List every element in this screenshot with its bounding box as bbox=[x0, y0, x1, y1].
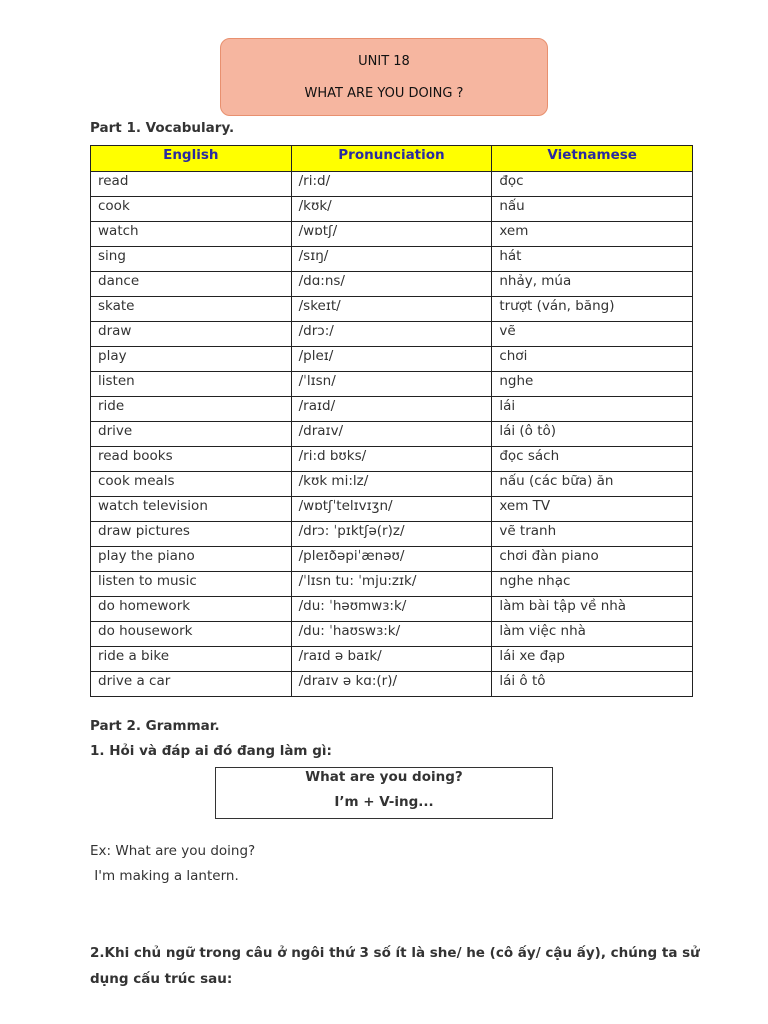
english-cell: drive a car bbox=[91, 672, 292, 697]
vietnamese-cell: lái ô tô bbox=[492, 672, 693, 697]
table-row bbox=[91, 497, 693, 522]
table-row bbox=[91, 547, 693, 572]
table-row bbox=[91, 197, 693, 222]
english-cell: read books bbox=[91, 447, 292, 472]
vietnamese-cell: vẽ bbox=[492, 322, 693, 347]
vietnamese-cell: nghe bbox=[492, 372, 693, 397]
unit-title: WHAT ARE YOU DOING ? bbox=[304, 86, 464, 101]
table-header-row bbox=[91, 146, 693, 172]
table-row bbox=[91, 672, 693, 697]
english-cell: cook bbox=[91, 197, 292, 222]
table-row bbox=[91, 522, 693, 547]
pronunciation-cell: /kʊk mi:lz/ bbox=[291, 472, 492, 497]
pronunciation-cell: /wɒtʃˈtelɪvɪʒn/ bbox=[291, 497, 492, 522]
vietnamese-cell: đọc sách bbox=[492, 447, 693, 472]
english-cell: watch bbox=[91, 222, 292, 247]
table-row bbox=[91, 372, 693, 397]
english-cell: do homework bbox=[91, 597, 292, 622]
section2-text: 2.Khi chủ ngữ trong câu ở ngôi thứ 3 số ít là she/ he (cô ấy/ cậu ấy), chúng ta sử dụng cấu trúc sau: bbox=[90, 945, 700, 987]
section1-heading: 1. Hỏi và đáp ai đó đang làm gì: bbox=[90, 743, 332, 759]
formula-box bbox=[215, 767, 553, 819]
table-row bbox=[91, 347, 693, 372]
english-cell: ride bbox=[91, 397, 292, 422]
pronunciation-cell: /draɪv ə kɑ:(r)/ bbox=[291, 672, 492, 697]
vocabulary-table bbox=[90, 145, 693, 697]
header-vietnamese: Vietnamese bbox=[492, 146, 693, 172]
vietnamese-cell: lái bbox=[492, 397, 693, 422]
english-cell: do housework bbox=[91, 622, 292, 647]
header-pronunciation: Pronunciation bbox=[291, 146, 492, 172]
table-row bbox=[91, 647, 693, 672]
english-cell: ride a bike bbox=[91, 647, 292, 672]
pronunciation-cell: /pleɪðəpiˈænəʊ/ bbox=[291, 547, 492, 572]
table-row bbox=[91, 297, 693, 322]
pronunciation-cell: /raɪd/ bbox=[291, 397, 492, 422]
formula-answer: I’m + V-ing... bbox=[334, 794, 434, 810]
vietnamese-cell: lái (ô tô) bbox=[492, 422, 693, 447]
pronunciation-cell: /drɔ:/ bbox=[291, 322, 492, 347]
table-row bbox=[91, 247, 693, 272]
table-row bbox=[91, 397, 693, 422]
english-cell: play the piano bbox=[91, 547, 292, 572]
vietnamese-cell: trượt (ván, băng) bbox=[492, 297, 693, 322]
pronunciation-cell: /pleɪ/ bbox=[291, 347, 492, 372]
vietnamese-cell: xem bbox=[492, 222, 693, 247]
pronunciation-cell: /ˈlɪsn/ bbox=[291, 372, 492, 397]
table-row bbox=[91, 422, 693, 447]
english-cell: play bbox=[91, 347, 292, 372]
english-cell: watch television bbox=[91, 497, 292, 522]
english-cell: skate bbox=[91, 297, 292, 322]
english-cell: read bbox=[91, 172, 292, 197]
vietnamese-cell: nhảy, múa bbox=[492, 272, 693, 297]
table-row bbox=[91, 597, 693, 622]
pronunciation-cell: /ˈlɪsn tu: ˈmju:zɪk/ bbox=[291, 572, 492, 597]
table-row bbox=[91, 622, 693, 647]
vietnamese-cell: chơi đàn piano bbox=[492, 547, 693, 572]
table-row bbox=[91, 472, 693, 497]
pronunciation-cell: /drɔ: ˈpɪktʃə(r)z/ bbox=[291, 522, 492, 547]
header-english: English bbox=[91, 146, 292, 172]
table-row bbox=[91, 447, 693, 472]
vietnamese-cell: nấu bbox=[492, 197, 693, 222]
pronunciation-cell: /sɪŋ/ bbox=[291, 247, 492, 272]
english-cell: sing bbox=[91, 247, 292, 272]
vietnamese-cell: làm bài tập về nhà bbox=[492, 597, 693, 622]
vietnamese-cell: hát bbox=[492, 247, 693, 272]
vietnamese-cell: xem TV bbox=[492, 497, 693, 522]
english-cell: draw bbox=[91, 322, 292, 347]
example-answer: I'm making a lantern. bbox=[90, 868, 239, 884]
part1-heading: Part 1. Vocabulary. bbox=[90, 120, 235, 136]
pronunciation-cell: /draɪv/ bbox=[291, 422, 492, 447]
english-cell: draw pictures bbox=[91, 522, 292, 547]
table-row bbox=[91, 322, 693, 347]
vietnamese-cell: đọc bbox=[492, 172, 693, 197]
example-question: Ex: What are you doing? bbox=[90, 843, 256, 859]
english-cell: listen to music bbox=[91, 572, 292, 597]
pronunciation-cell: /du: ˈhəʊmwɜ:k/ bbox=[291, 597, 492, 622]
table-row bbox=[91, 272, 693, 297]
table-row bbox=[91, 222, 693, 247]
vietnamese-cell: chơi bbox=[492, 347, 693, 372]
vietnamese-cell: vẽ tranh bbox=[492, 522, 693, 547]
vietnamese-cell: làm việc nhà bbox=[492, 622, 693, 647]
table-row bbox=[91, 572, 693, 597]
vietnamese-cell: lái xe đạp bbox=[492, 647, 693, 672]
pronunciation-cell: /wɒtʃ/ bbox=[291, 222, 492, 247]
table-row bbox=[91, 172, 693, 197]
pronunciation-cell: /skeɪt/ bbox=[291, 297, 492, 322]
unit-title-box bbox=[220, 38, 548, 116]
formula-question: What are you doing? bbox=[305, 769, 463, 785]
vietnamese-cell: nghe nhạc bbox=[492, 572, 693, 597]
pronunciation-cell: /dɑ:ns/ bbox=[291, 272, 492, 297]
pronunciation-cell: /ri:d/ bbox=[291, 172, 492, 197]
english-cell: dance bbox=[91, 272, 292, 297]
unit-number: UNIT 18 bbox=[358, 54, 410, 69]
english-cell: cook meals bbox=[91, 472, 292, 497]
pronunciation-cell: /raɪd ə baɪk/ bbox=[291, 647, 492, 672]
pronunciation-cell: /ri:d bʊks/ bbox=[291, 447, 492, 472]
english-cell: listen bbox=[91, 372, 292, 397]
english-cell: drive bbox=[91, 422, 292, 447]
vietnamese-cell: nấu (các bữa) ăn bbox=[492, 472, 693, 497]
part2-heading: Part 2. Grammar. bbox=[90, 718, 220, 734]
pronunciation-cell: /kʊk/ bbox=[291, 197, 492, 222]
pronunciation-cell: /du: ˈhaʊswɜ:k/ bbox=[291, 622, 492, 647]
